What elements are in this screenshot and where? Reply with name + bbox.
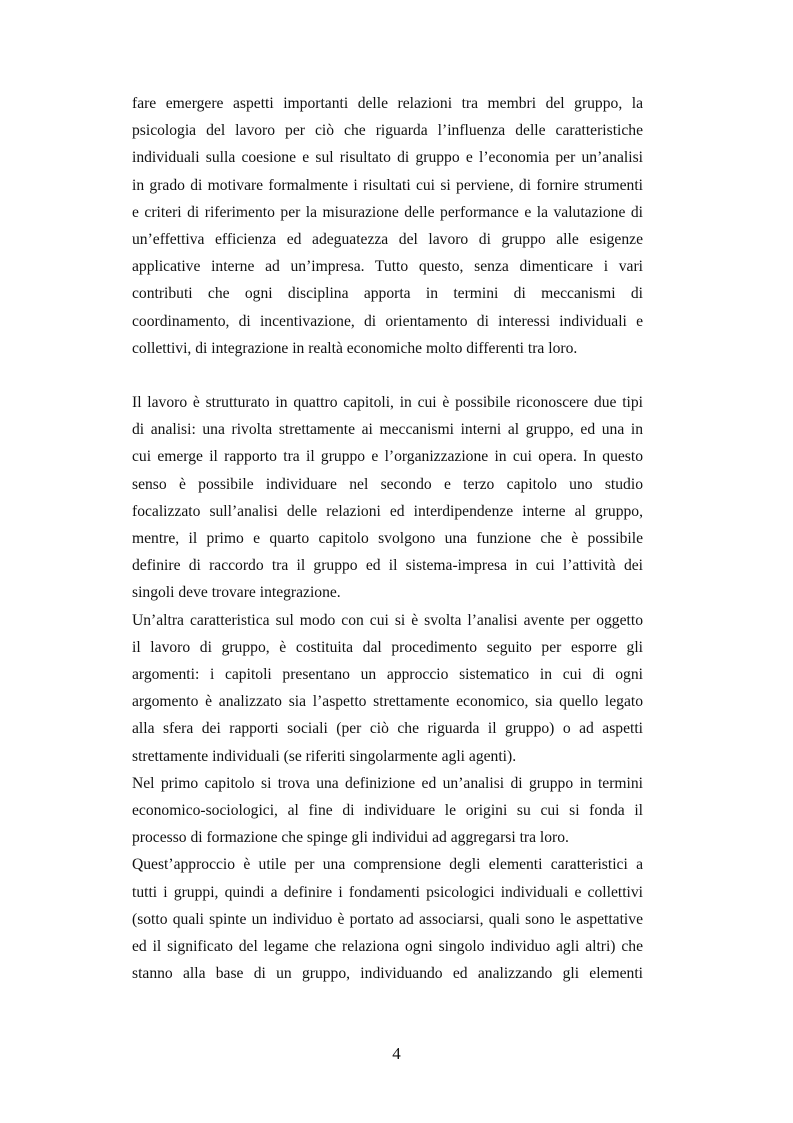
text-line: individuali sulla coesione e sul risultato di gruppo e l’economia per un’analisi [132,149,643,167]
text-line: di analisi: una rivolta strettamente ai meccanismi interni al gruppo, ed una in [132,421,643,439]
text-line: Quest’approccio è utile per una comprensione degli elementi caratteristici a [132,856,643,874]
text-line: e criteri di riferimento per la misurazione delle performance e la valutazione di [132,203,643,221]
text-line: tutti i gruppi, quindi a definire i fondamenti psicologici individuali e collettivi [132,883,643,901]
text-line: in grado di motivare formalmente i risultati cui si perviene, di fornire strumenti [132,176,643,194]
text-line: senso è possibile individuare nel secondo e terzo capitolo uno studio [132,475,643,493]
text-line: cui emerge il rapporto tra il gruppo e l’organizzazione in cui opera. In questo [132,448,643,466]
text-line: mentre, il primo e quarto capitolo svolgono una funzione che è possibile [132,530,643,548]
text-line: (sotto quali spinte un individuo è portato ad associarsi, quali sono le aspettative [132,910,643,928]
text-line: coordinamento, di incentivazione, di orientamento di interessi individuali e [132,312,643,330]
text-line: stanno alla base di un gruppo, individuando ed analizzando gli elementi [132,965,643,983]
text-line: definire di raccordo tra il gruppo ed il sistema-impresa in cui l’attività dei [132,557,643,575]
text-line: un’effettiva efficienza ed adeguatezza del lavoro di gruppo alle esigenze [132,231,643,249]
text-line: strettamente individuali (se riferiti singolarmente agli agenti). [132,747,517,765]
text-line: argomento è analizzato sia l’aspetto strettamente economico, sia quello legato [132,693,643,711]
text-line: Il lavoro è strutturato in quattro capitoli, in cui è possibile riconoscere due tipi [132,394,643,412]
text-line: economico-sociologici, al fine di individuare le origini su cui si fonda il [132,802,643,820]
text-line: argomenti: i capitoli presentano un approccio sistematico in cui di ogni [132,666,643,684]
text-line: Un’altra caratteristica sul modo con cui si è svolta l’analisi avente per oggetto [132,611,643,629]
paragraph-5 [132,851,643,987]
text-line: fare emergere aspetti importanti delle relazioni tra membri del gruppo, la [132,95,643,112]
text-line: collettivi, di integrazione in realtà economiche molto differenti tra loro. [132,339,578,357]
text-line: processo di formazione che spinge gli individui ad aggregarsi tra loro. [132,829,569,847]
text-line: focalizzato sull’analisi delle relazioni ed interdipendenze interne al gruppo, [132,502,643,520]
text-line: il lavoro di gruppo, è costituita dal procedimento seguito per esporre gli [132,638,643,656]
text-line: singoli deve trovare integrazione. [132,584,341,602]
paragraph-3 [132,607,643,770]
text-line: applicative interne ad un’impresa. Tutto questo, senza dimenticare i vari [132,258,643,276]
page-body [132,90,643,988]
page-number: 4 [392,1044,401,1063]
text-line: ed il significato del legame che relaziona ogni singolo individuo agli altri) che [132,938,643,956]
text-line: alla sfera dei rapporti sociali (per ciò che riguarda il gruppo) o ad aspetti [132,720,643,738]
text-line: psicologia del lavoro per ciò che riguarda l’influenza delle caratteristiche [132,122,643,140]
paragraph-1 [132,90,643,362]
paragraph-spacer [132,362,643,389]
paragraph-2 [132,389,643,607]
paragraph-4 [132,770,643,852]
text-line: Nel primo capitolo si trova una definizione ed un’analisi di gruppo in termini [132,774,643,792]
text-line: contributi che ogni disciplina apporta in termini di meccanismi di [132,285,643,303]
